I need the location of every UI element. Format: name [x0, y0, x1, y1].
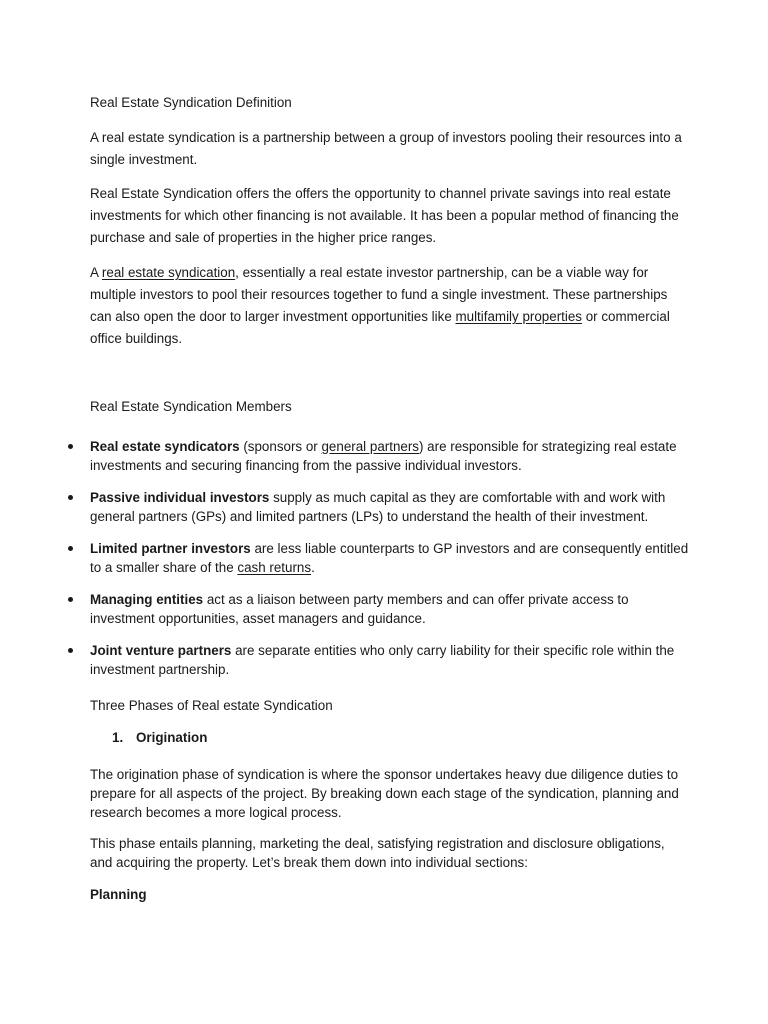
member-title: Joint venture partners [90, 643, 232, 658]
cash-returns-link[interactable]: cash returns [237, 560, 312, 575]
list-item [90, 488, 690, 526]
text-run: supply as much capital as they are comfortable with and work with general partners (GPs) and limited partners (LPs) to understand the health of their investment. [90, 490, 666, 524]
phases-heading: Three Phases of Real estate Syndication [90, 698, 333, 713]
definition-paragraph: A real estate syndication is a partnership between a group of investors pooling their resources into a single investment. [90, 130, 682, 167]
phase-title: Origination [136, 730, 208, 745]
phase-tasks-paragraph: This phase entails planning, marketing the deal, satisfying registration and disclosure obligations, and acquiring the property. Let’s break them down into individual sections: [90, 836, 665, 870]
bullet-icon [68, 597, 73, 602]
text-run: act as a liaison between party members and can offer private access to investment opportunities, asset managers and guidance. [90, 592, 629, 626]
text-run: . [311, 560, 315, 575]
member-title: Limited partner investors [90, 541, 251, 556]
planning-heading: Planning [90, 887, 147, 902]
phase-number: 1. [112, 730, 124, 745]
offers-paragraph: Real Estate Syndication offers the offers the opportunity to channel private savings into real estate investments for which other financing is not available. It has been a popular method of financing the purchase and sale of properties in the higher price ranges. [90, 186, 679, 245]
real-estate-syndication-link[interactable]: real estate syndication [101, 265, 236, 280]
partnership-paragraph [90, 262, 690, 350]
list-item [90, 590, 690, 628]
member-title: Real estate syndicators [90, 439, 240, 454]
origination-paragraph: The origination phase of syndication is where the sponsor undertakes heavy due diligence duties to prepare for all aspects of the project. By breaking down each stage of the syndication, planning and research becomes a more logical process. [90, 767, 679, 820]
text-run: ) are responsible for strategizing real estate investments and securing financing from the passive individual investors. [90, 439, 677, 473]
text-run: are less liable counterparts to GP investors and are consequently entitled to a smaller share of the [90, 541, 689, 575]
bullet-icon [68, 444, 73, 449]
members-heading: Real Estate Syndication Members [90, 399, 292, 414]
list-item [90, 437, 690, 475]
list-item [90, 641, 690, 679]
member-title: Managing entities [90, 592, 204, 607]
text-run: or commercial office buildings. [90, 309, 670, 346]
text-run: are separate entities who only carry liability for their specific role within the investment partnership. [90, 643, 675, 677]
multifamily-properties-link[interactable]: multifamily properties [455, 309, 582, 324]
bullet-icon [68, 648, 73, 653]
text-run: , essentially a real estate investor partnership, can be a viable way for multiple investors to pool their resources together to fund a single investment. These partnerships can also open the door to larger investment opportunities like [90, 265, 668, 324]
text-run: A [90, 265, 102, 280]
bullet-icon [68, 495, 73, 500]
text-run: (sponsors or [239, 439, 322, 454]
definition-heading: Real Estate Syndication Definition [90, 95, 292, 110]
general-partners-link[interactable]: general partners [321, 439, 419, 454]
list-item [90, 539, 690, 577]
bullet-icon [68, 546, 73, 551]
member-title: Passive individual investors [90, 490, 270, 505]
